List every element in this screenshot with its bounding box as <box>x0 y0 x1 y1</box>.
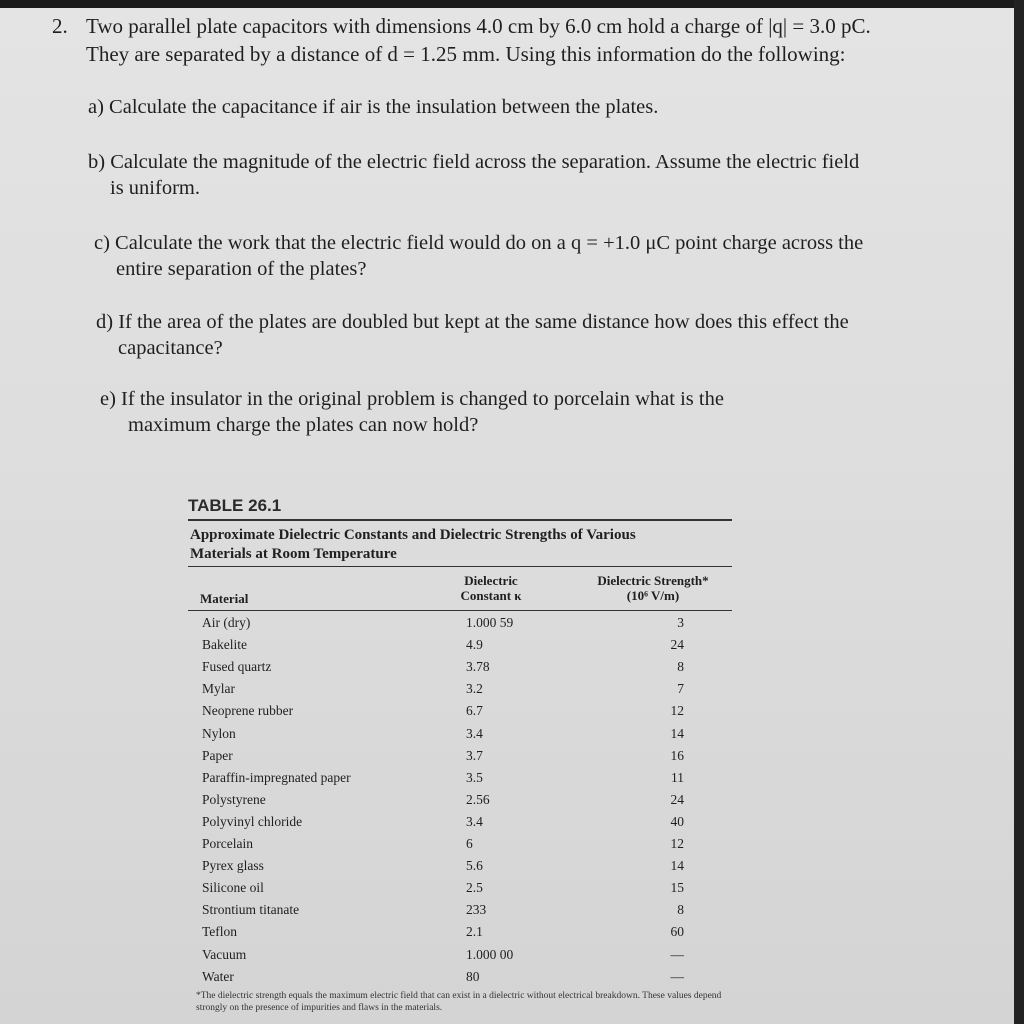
material-cell: Polyvinyl chloride <box>202 813 303 829</box>
material-cell: Fused quartz <box>202 659 272 675</box>
column-header-constant-line-1: Dielectric <box>464 573 518 588</box>
table-row <box>188 792 732 814</box>
constant-cell: 4.9 <box>466 637 483 653</box>
material-cell: Silicone oil <box>202 880 264 896</box>
column-header-material: Material <box>200 591 249 606</box>
strength-cell: 14 <box>670 725 684 741</box>
table-caption-line-1: Approximate Dielectric Constants and Dielectric Strengths of Various <box>190 527 636 543</box>
strength-cell: — <box>670 968 684 984</box>
question-stem-line-1: Two parallel plate capacitors with dimensions 4.0 cm by 6.0 cm hold a charge of |q| = 3.0 pC. <box>86 14 871 38</box>
column-header-strength-line-1: Dielectric Strength* <box>597 573 709 588</box>
table-row <box>188 703 732 725</box>
table-row <box>188 637 732 659</box>
table-row <box>188 814 732 836</box>
table-row <box>188 880 732 902</box>
table-footnote: *The dielectric strength equals the maximum electric field that can exist in a dielectric without electrical breakdown. These values depend strongly on the presence of impurities and flaws in the materials. <box>196 991 722 1013</box>
question-number: 2. <box>52 14 68 38</box>
constant-cell: 3.2 <box>466 681 483 697</box>
table-row <box>188 659 732 681</box>
table-label: TABLE 26.1 <box>188 496 282 515</box>
part-e-line-2: maximum charge the plates can now hold? <box>128 414 479 436</box>
material-cell: Pyrex glass <box>202 858 264 874</box>
strength-cell: — <box>670 946 684 962</box>
screen-bezel-right <box>1014 0 1024 1024</box>
material-cell: Water <box>202 968 234 984</box>
table-body-rule <box>188 610 732 611</box>
strength-cell: 15 <box>670 880 684 896</box>
table-row <box>188 681 732 703</box>
material-cell: Neoprene rubber <box>202 703 294 719</box>
constant-cell: 3.4 <box>466 725 483 741</box>
strength-cell: 12 <box>670 703 684 719</box>
part-c-line-2: entire separation of the plates? <box>116 258 367 280</box>
strength-cell: 24 <box>670 791 684 807</box>
material-cell: Polystyrene <box>202 791 266 807</box>
strength-cell: 16 <box>670 747 684 763</box>
strength-cell: 14 <box>670 858 684 874</box>
table-header-rule <box>188 566 732 567</box>
strength-cell: 11 <box>671 769 684 785</box>
part-a-line-1: a) Calculate the capacitance if air is the insulation between the plates. <box>88 96 659 118</box>
table-row <box>188 924 732 946</box>
table-row <box>188 902 732 924</box>
constant-cell: 3.4 <box>466 813 483 829</box>
table-row <box>188 615 732 637</box>
table-row <box>188 858 732 880</box>
strength-cell: 7 <box>677 681 684 697</box>
strength-cell: 24 <box>670 637 684 653</box>
material-cell: Nylon <box>202 725 236 741</box>
constant-cell: 2.5 <box>466 880 483 896</box>
material-cell: Bakelite <box>202 637 247 653</box>
table-caption <box>190 526 730 564</box>
constant-cell: 2.1 <box>466 924 483 940</box>
constant-cell: 5.6 <box>466 858 483 874</box>
part-d-line-2: capacitance? <box>118 337 223 359</box>
constant-cell: 6.7 <box>466 703 483 719</box>
column-header-constant-line-2: Constant κ <box>460 588 522 603</box>
part-e-line-1: e) If the insulator in the original problem is changed to porcelain what is the <box>100 388 724 410</box>
constant-cell: 2.56 <box>466 791 490 807</box>
strength-cell: 12 <box>670 836 684 851</box>
material-cell: Strontium titanate <box>202 902 300 918</box>
table-top-rule <box>188 519 732 521</box>
part-d-line-1: d) If the area of the plates are doubled but kept at the same distance how does this effect the <box>96 311 849 333</box>
material-cell: Air (dry) <box>202 615 251 630</box>
constant-cell: 233 <box>466 902 487 918</box>
column-header-strength-line-2: (10⁶ V/m) <box>626 588 680 603</box>
constant-cell: 3.5 <box>466 769 483 785</box>
strength-cell: 60 <box>670 924 684 940</box>
constant-cell: 1.000 00 <box>466 946 514 962</box>
table-row <box>188 726 732 748</box>
material-cell: Porcelain <box>202 836 253 851</box>
table-row <box>188 748 732 770</box>
material-cell: Paper <box>202 747 233 763</box>
constant-cell: 3.7 <box>466 747 483 763</box>
constant-cell: 80 <box>466 968 480 984</box>
part-b-line-2: is uniform. <box>110 177 200 199</box>
screen-bezel-top <box>0 0 1024 8</box>
strength-cell: 8 <box>677 902 684 918</box>
constant-cell: 6 <box>466 836 473 851</box>
material-cell: Teflon <box>202 924 238 940</box>
material-cell: Vacuum <box>202 946 247 962</box>
material-cell: Mylar <box>202 681 235 697</box>
part-c-line-1: c) Calculate the work that the electric field would do on a q = +1.0 μC point charge across the <box>94 232 864 254</box>
column-header-constant <box>436 573 546 603</box>
constant-cell: 1.000 59 <box>466 615 514 630</box>
question-stem-line-2: They are separated by a distance of d = 1.25 mm. Using this information do the following: <box>86 42 846 66</box>
table-caption-line-2: Materials at Room Temperature <box>190 546 397 562</box>
table-row <box>188 770 732 792</box>
material-cell: Paraffin-impregnated paper <box>202 769 351 785</box>
strength-cell: 8 <box>677 659 684 675</box>
table-row <box>188 836 732 858</box>
table-row <box>188 969 732 991</box>
part-b-line-1: b) Calculate the magnitude of the electric field across the separation. Assume the electric field <box>88 151 860 173</box>
strength-cell: 40 <box>670 813 684 829</box>
column-header-strength <box>578 573 728 603</box>
strength-cell: 3 <box>677 615 684 630</box>
table-row <box>188 947 732 969</box>
constant-cell: 3.78 <box>466 659 490 675</box>
